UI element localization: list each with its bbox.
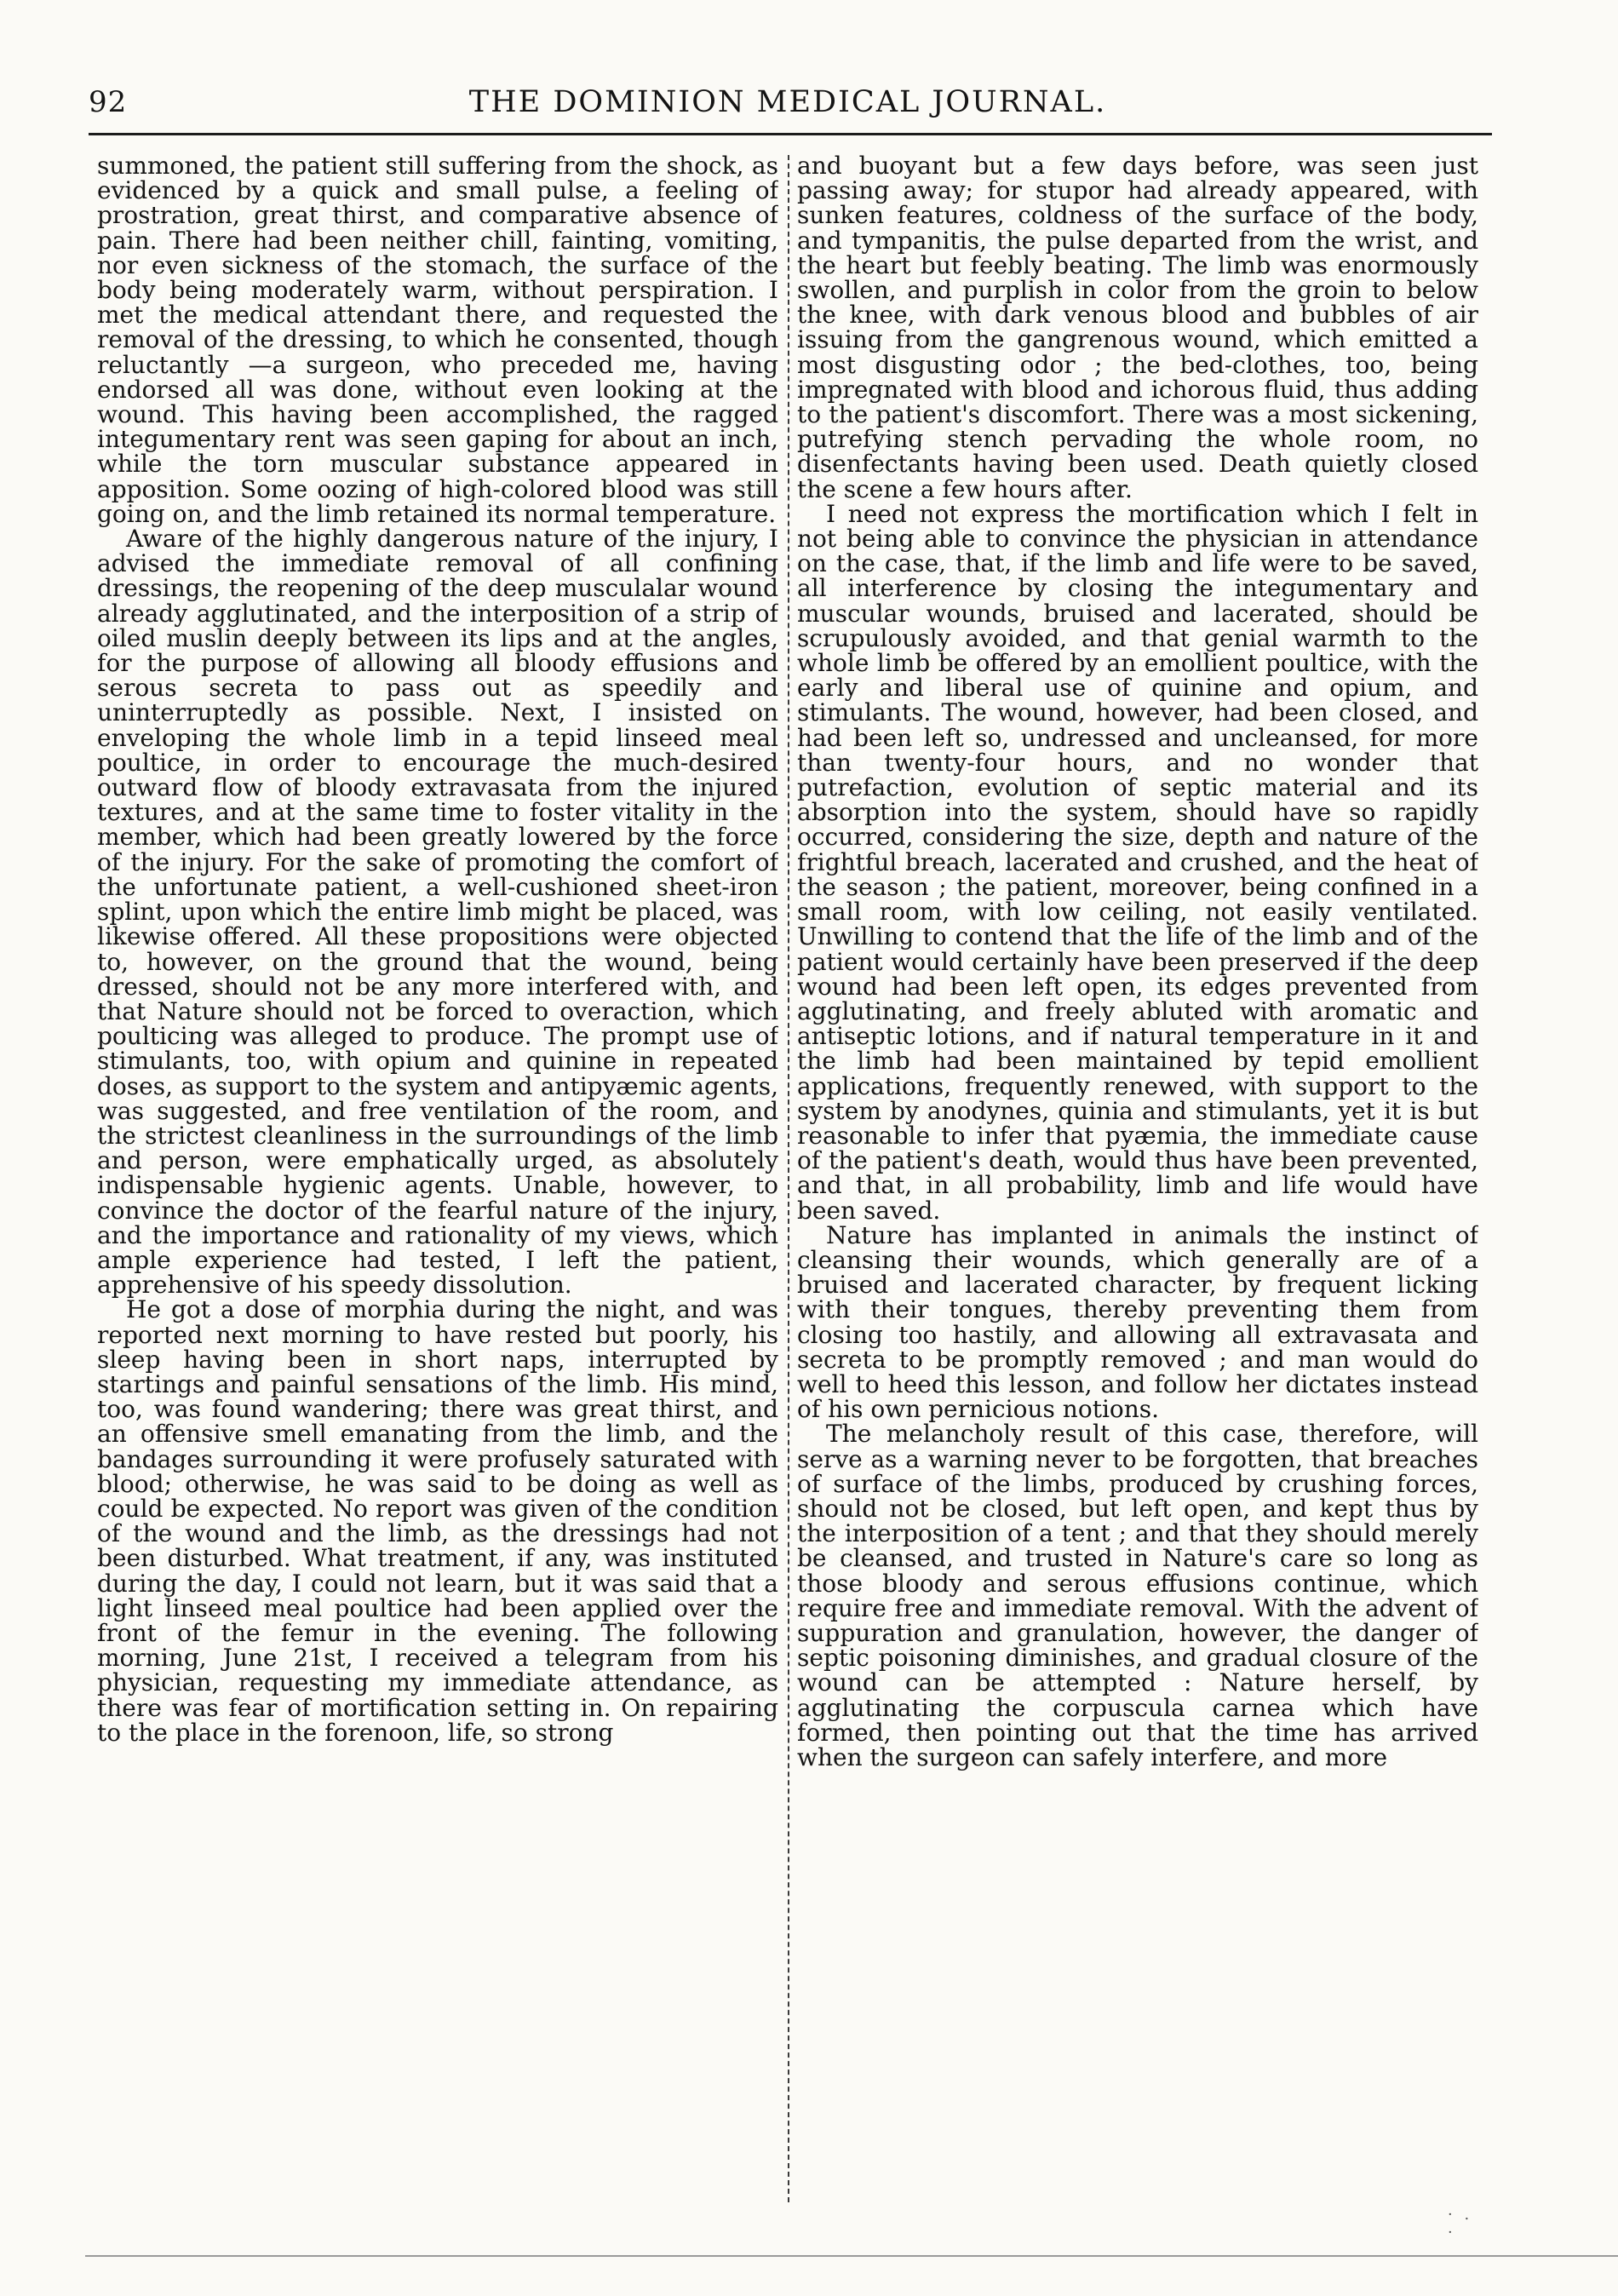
- bottom-rule: [85, 2255, 1618, 2257]
- left-column: [97, 153, 778, 2206]
- journal-title: THE DOMINION MEDICAL JOURNAL.: [468, 85, 1107, 119]
- right-column: [797, 153, 1478, 2206]
- right-paragraph-4: The melancholy result of this case, therefore, will serve as a warning never to be forgotten, that breaches of surface of the limbs, produced by crushing forces, should not be closed, but left open, and kept thus by the interposition of a tent ; and that they should merely be cleansed, and trusted in Nature's care so long as those bloody and serous effusions continue, which require free and immediate removal. With the advent of suppuration and granulation, however, the danger of septic poisoning diminishes, and gradual closure of the wound can be attempted : Nature herself, by agglutinating the corpuscula carnea which have formed, then pointing out that the time has arrived when the surgeon can safely interfere, and more: [797, 1420, 1478, 1771]
- right-paragraph-1: and buoyant but a few days before, was seen just passing away; for stupor had already appeared, with sunken features, coldness of the surface of the body, and tympanitis, the pulse departed from the wrist, and the heart but feebly beating. The limb was enormously swollen, and purplish in color from the groin to below the knee, with dark venous blood and bubbles of air issuing from the gangrenous wound, which emitted a most disgusting odor ; the bed-clothes, too, being impregnated with blood and ichorous fluid, thus adding to the patient's discomfort. There was a most sickening, putrefying stench pervading the whole room, no disenfectants having been used. Death quietly closed the scene a few hours after.: [797, 153, 1478, 503]
- right-paragraph-2: I need not express the mortification which I felt in not being able to convince the physician in attendance on the case, that, if the limb and life were to be saved, all interference by closing the integumentary and muscular wounds, bruised and lacerated, should be scrupulously avoided, and that genial warmth to the whole limb be offered by an emollient poultice, with the early and liberal use of quinine and opium, and stimulants. The wound, however, had been closed, and had been left so, undressed and uncleansed, for more than twenty-four hours, and no wonder that putrefaction, evolution of septic material and its absorption into the system, should have so rapidly occurred, considering the size, depth and nature of the frightful breach, lacerated and crushed, and the heat of the season ; the patient, moreover, being confined in a small room, with low ceiling, not easily ventilated. Unwilling to contend that the life of the limb and of the patient would certainly have been preserved if the deep wound had been left open, its edges prevented from agglutinating, and freely abluted with aromatic and antiseptic lotions, and if natural temperature in it and the limb had been maintained by tepid emollient applications, frequently renewed, with support to the system by anodynes, quinia and stimulants, yet it is but reasonable to infer that pyæmia, the immediate cause of the patient's death, would thus have been prevented, and that, in all probability, limb and life would have been saved.: [797, 499, 1478, 1225]
- page-number: 92: [89, 85, 128, 119]
- print-specks: · . ·: [1448, 2206, 1473, 2241]
- left-paragraph-1: summoned, the patient still suffering from the shock, as evidenced by a quick and small pulse, a feeling of prostration, great thirst, and comparative absence of pain. There had been neither chill, fainting, vomiting, nor even sickness of the stomach, the surface of the body being moderately warm, without perspiration. I met the medical attendant there, and requested the removal of the dressing, to which he consented, though reluctantly —a surgeon, who preceded me, having endorsed all was done, without even looking at the wound. This having been accomplished, the ragged integumentary rent was seen gaping for about an inch, while the torn muscular substance appeared in apposition. Some oozing of high-colored blood was still going on, and the limb retained its normal temperature.: [97, 153, 778, 528]
- left-paragraph-3: He got a dose of morphia during the night, and was reported next morning to have rested but poorly, his sleep having been in short naps, interrupted by startings and painful sensations of the limb. His mind, too, was found wandering; there was great thirst, and an offensive smell emanating from the limb, and the bandages surrounding it were profusely saturated with blood; otherwise, he was said to be doing as well as could be expected. No report was given of the condition of the wound and the limb, as the dressings had not been disturbed. What treatment, if any, was instituted during the day, I could not learn, but it was said that a light linseed meal poultice had been applied over the front of the femur in the evening. The following morning, June 21st, I received a telegram from his physician, requesting my immediate attendance, as there was fear of mortification setting in. On repairing to the place in the forenoon, life, so strong: [97, 1295, 778, 1747]
- header-rule: [89, 133, 1492, 135]
- left-paragraph-2: Aware of the highly dangerous nature of the injury, I advised the immediate removal of all confining dressings, the reopening of the deep musculalar wound already agglutinated, and the interposition of a strip of oiled muslin deeply between its lips and at the angles, for the purpose of allowing all bloody effusions and serous secreta to pass out as speedily and uninterruptedly as possible. Next, I insisted on enveloping the whole limb in a tepid linseed meal poultice, in order to encourage the much-desired outward flow of bloody extravasata from the injured textures, and at the same time to foster vitality in the member, which had been greatly lowered by the force of the injury. For the sake of promoting the comfort of the unfortunate patient, a well-cushioned sheet-iron splint, upon which the entire limb might be placed, was likewise offered. All these propositions were objected to, however, on the ground that the wound, being dressed, should not be any more interfered with, and that Nature should not be forced to overaction, which poulticing was alleged to produce. The prompt use of stimulants, too, with opium and quinine in repeated doses, as support to the system and antipyæmic agents, was suggested, and free ventilation of the room, and the strictest cleanliness in the surroundings of the limb and person, were emphatically urged, as absolutely indispensable hygienic agents. Unable, however, to convince the doctor of the fearful nature of the injury, and the importance and rationality of my views, which ample experience had tested, I left the patient, apprehensive of his speedy dissolution.: [97, 525, 778, 1300]
- page-header: [89, 83, 1487, 131]
- column-divider: [788, 155, 789, 2202]
- right-paragraph-3: Nature has implanted in animals the instinct of cleansing their wounds, which generally are of a bruised and lacerated character, by frequent licking with their tongues, thereby preventing them from closing too hastily, and allowing all extravasata and secreta to be promptly removed ; and man would do well to heed this lesson, and follow her dictates instead of his own pernicious notions.: [797, 1220, 1478, 1424]
